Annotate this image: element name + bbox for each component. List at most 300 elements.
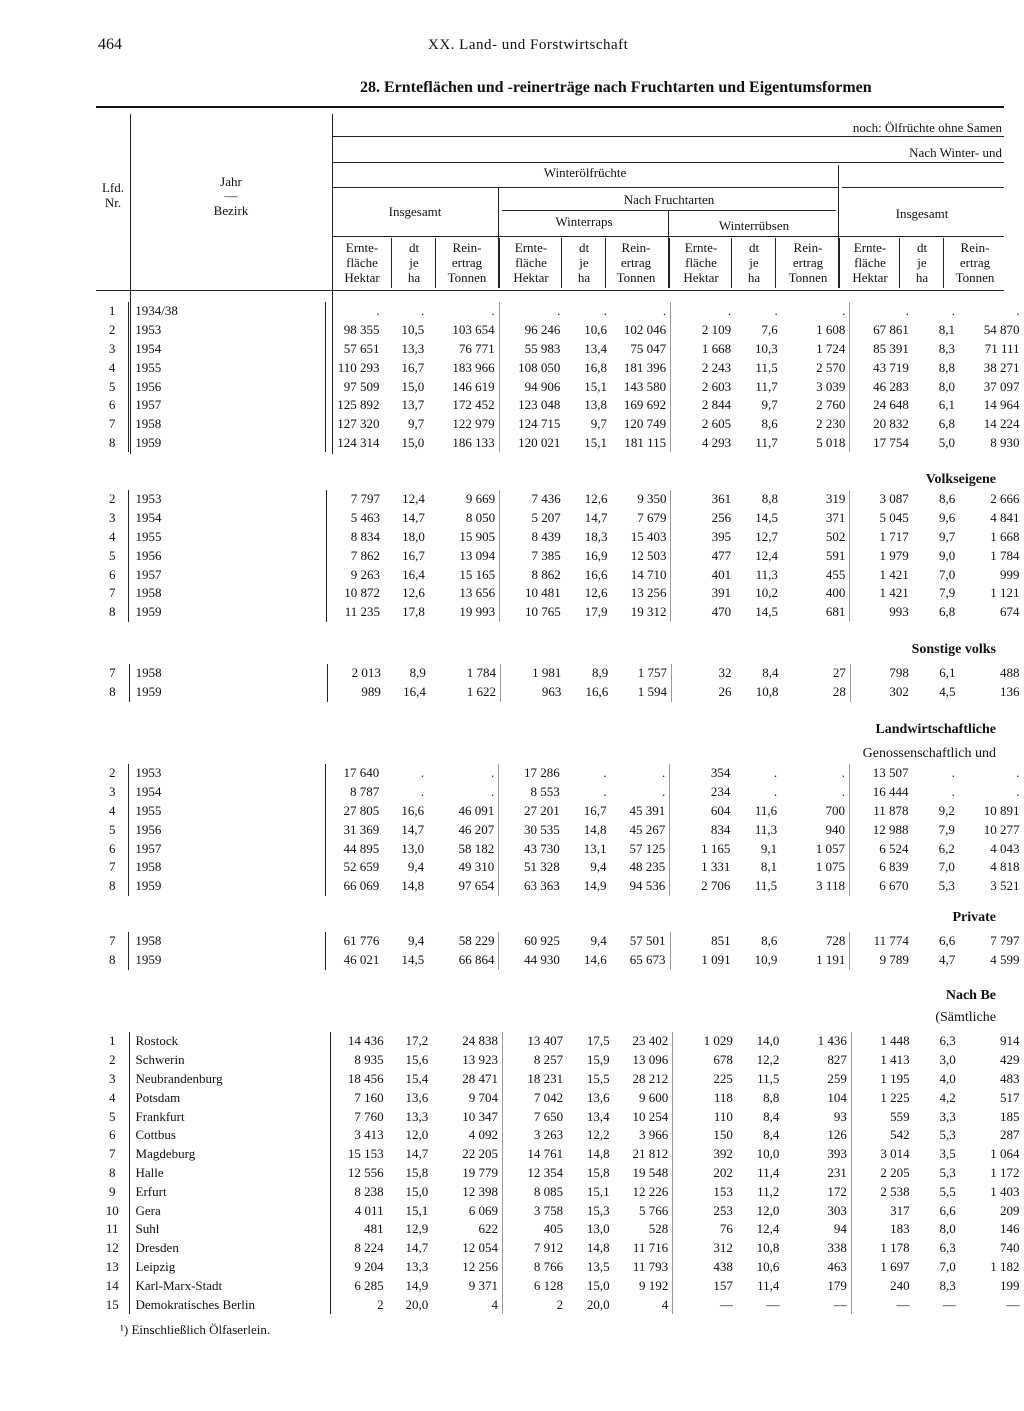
value-cell: 43 730 — [523, 840, 560, 856]
value-cell: 13,4 — [584, 340, 608, 356]
value-cell: 96 246 — [524, 322, 561, 338]
table-row — [96, 1295, 1024, 1314]
header-insgesamt-2: Insgesamt — [895, 206, 949, 221]
value-cell: 44 895 — [343, 840, 380, 856]
value-cell: 240 — [890, 1277, 910, 1293]
value-cell: 4,5 — [939, 684, 956, 700]
value-cell: 2 760 — [782, 396, 850, 415]
value-cell: 7,0 — [939, 1258, 956, 1274]
unit-header-rein — [436, 240, 498, 285]
value-cell: 125 892 — [337, 397, 380, 413]
value-cell: . — [611, 302, 671, 321]
value-cell: 13,5 — [586, 1258, 610, 1274]
value-cell: . — [603, 765, 607, 781]
value-cell: 10,6 — [584, 322, 608, 338]
value-cell: 4 — [432, 1295, 502, 1314]
header-rule — [332, 136, 1004, 137]
value-cell: 11,2 — [757, 1183, 780, 1199]
value-cell: 61 776 — [343, 933, 380, 949]
value-cell: 15,0 — [401, 434, 425, 450]
table-row — [96, 1070, 1024, 1089]
section-volkseigene: Volkseigene — [925, 472, 996, 487]
row-number: 12 — [105, 1240, 119, 1256]
value-cell: 3 014 — [880, 1146, 910, 1162]
value-cell: 6 670 — [879, 878, 909, 894]
unit-header-line: Hektar — [683, 270, 719, 285]
value-cell: 17,9 — [584, 604, 608, 620]
value-cell: 16,6 — [585, 684, 609, 700]
value-cell: 5,5 — [939, 1183, 956, 1199]
value-cell: 15,8 — [586, 1164, 610, 1180]
value-cell: 483 — [1000, 1070, 1020, 1086]
row-number: 4 — [108, 528, 116, 544]
value-cell: 11,7 — [755, 434, 778, 450]
table-row — [96, 302, 1024, 321]
unit-header-rein — [776, 240, 840, 285]
value-cell: 11,5 — [757, 1070, 780, 1086]
value-cell: 14,8 — [586, 1240, 610, 1256]
value-cell: 31 369 — [343, 821, 380, 837]
value-cell: 16,8 — [584, 359, 608, 375]
row-number: 2 — [108, 322, 116, 338]
value-cell: 13 507 — [872, 765, 909, 781]
value-cell: 10 254 — [614, 1107, 673, 1126]
value-cell: — — [1006, 1296, 1020, 1312]
value-cell: 1 225 — [880, 1089, 910, 1105]
header-winterruebsen: Winterrübsen — [718, 218, 790, 233]
row-number: 14 — [105, 1277, 119, 1293]
value-cell: 13 407 — [527, 1033, 564, 1049]
value-cell: 14,8 — [401, 878, 425, 894]
value-cell: 3,0 — [939, 1052, 956, 1068]
value-cell: . — [603, 303, 608, 319]
unit-header-dtha — [732, 240, 776, 285]
value-cell: 1 029 — [703, 1033, 733, 1049]
value-cell: 199 — [1000, 1277, 1020, 1293]
value-cell: 6 069 — [432, 1201, 502, 1220]
value-cell: 30 535 — [523, 821, 560, 837]
value-cell: 1 784 — [990, 547, 1020, 563]
value-cell: 1 191 — [781, 951, 849, 970]
value-cell: 4,0 — [939, 1070, 956, 1086]
value-cell: 463 — [783, 1258, 851, 1277]
value-cell: 14 224 — [983, 416, 1020, 432]
value-cell: 9 192 — [614, 1276, 673, 1295]
value-cell: 6,3 — [939, 1240, 956, 1256]
value-cell: 4 293 — [701, 434, 732, 450]
unit-header-line: Ernte- — [684, 240, 718, 255]
table-row — [96, 1220, 1024, 1239]
value-cell: 7,9 — [938, 585, 956, 601]
value-cell: 15,1 — [586, 1183, 610, 1199]
value-cell: 2 844 — [701, 397, 732, 413]
row-label: 1954 — [129, 783, 326, 802]
row-label: 1956 — [129, 377, 326, 396]
value-cell: 1 195 — [880, 1070, 910, 1086]
value-cell: 502 — [782, 528, 850, 547]
unit-header-line: je — [917, 255, 927, 270]
value-cell: . — [610, 783, 669, 802]
value-cell: 143 580 — [611, 377, 671, 396]
header-nr: Nr. — [104, 195, 122, 210]
value-cell: 259 — [783, 1070, 851, 1089]
value-cell: 15,0 — [586, 1277, 610, 1293]
value-cell: 28 212 — [614, 1070, 673, 1089]
value-cell: 559 — [890, 1108, 910, 1124]
value-cell: 11,6 — [754, 802, 778, 818]
value-cell: . — [557, 303, 561, 319]
table-row — [96, 340, 1024, 359]
unit-header-line: ertrag — [451, 255, 483, 270]
unit-header-rein — [944, 240, 1006, 285]
table-row — [96, 490, 1024, 509]
value-cell: 181 115 — [611, 434, 671, 453]
row-label: 1955 — [129, 528, 327, 547]
value-cell: . — [428, 302, 499, 321]
value-cell: 13,0 — [586, 1221, 610, 1237]
value-cell: 16,7 — [583, 802, 607, 818]
chapter-title: XX. Land- und Forstwirtschaft — [428, 37, 629, 53]
value-cell: 740 — [1000, 1240, 1020, 1256]
row-label: 1959 — [129, 434, 326, 453]
value-cell: . — [782, 302, 850, 321]
value-cell: 16,4 — [403, 684, 426, 700]
value-cell: — — [942, 1296, 956, 1312]
value-cell: 186 133 — [428, 434, 499, 453]
value-cell: 10 481 — [524, 585, 561, 601]
value-cell: 1 091 — [701, 952, 731, 968]
row-label: Suhl — [129, 1220, 330, 1239]
header-nach-winter: Nach Winter- und — [909, 145, 1002, 160]
unit-header-line: je — [749, 255, 759, 270]
value-cell: 6 285 — [354, 1277, 384, 1293]
value-cell: 3 087 — [879, 491, 909, 507]
unit-column-rule — [669, 238, 670, 288]
unit-header-line: ertrag — [792, 255, 824, 270]
value-cell: 1 165 — [701, 840, 731, 856]
table-row — [96, 839, 1024, 858]
value-cell: 2 666 — [990, 491, 1020, 507]
row-label: Leipzig — [129, 1258, 330, 1277]
value-cell: — — [766, 1296, 780, 1312]
row-number: 15 — [105, 1296, 119, 1312]
value-cell: 1 413 — [880, 1052, 910, 1068]
value-cell: . — [951, 784, 955, 800]
value-cell: 13,8 — [584, 397, 608, 413]
row-number: 6 — [108, 566, 116, 582]
value-cell: 13,4 — [586, 1108, 610, 1124]
unit-header-line: ha — [577, 270, 591, 285]
value-cell: 8 766 — [533, 1258, 564, 1274]
header-rule — [332, 162, 1004, 163]
row-number: 3 — [108, 510, 116, 526]
value-cell: 5,3 — [939, 1164, 956, 1180]
unit-header-line: ha — [915, 270, 929, 285]
value-cell: 9,4 — [590, 933, 607, 949]
value-cell: 678 — [713, 1052, 733, 1068]
value-cell: 7,9 — [938, 821, 955, 837]
value-cell: 18 456 — [347, 1070, 384, 1086]
value-cell: 43 719 — [873, 359, 909, 375]
row-number: 4 — [108, 802, 116, 818]
value-cell: 9,4 — [407, 859, 425, 875]
value-cell: 7 797 — [990, 933, 1020, 949]
row-label: 1959 — [129, 603, 327, 622]
value-cell: 9 704 — [432, 1088, 502, 1107]
value-cell: 12 256 — [432, 1258, 502, 1277]
unit-column-rule — [435, 238, 436, 288]
value-cell: 11,7 — [755, 378, 778, 394]
value-cell: . — [781, 783, 849, 802]
value-cell: 1 075 — [781, 858, 849, 877]
value-cell: 14 761 — [527, 1146, 564, 1162]
unit-column-rule — [731, 238, 732, 288]
value-cell: 13,7 — [401, 397, 425, 413]
value-cell: . — [1016, 303, 1020, 319]
value-cell: 209 — [1000, 1202, 1020, 1218]
row-number: 7 — [108, 416, 116, 432]
value-cell: 20,0 — [586, 1296, 610, 1312]
value-cell: — — [783, 1295, 851, 1314]
value-cell: 120 021 — [518, 434, 561, 450]
value-cell: 3 413 — [354, 1127, 384, 1143]
value-cell: 120 749 — [611, 415, 671, 434]
value-cell: 4 092 — [432, 1126, 502, 1145]
value-cell: 11,3 — [755, 566, 778, 582]
value-cell: . — [951, 765, 955, 781]
table-row — [96, 377, 1024, 396]
unit-header-line: Tonnen — [788, 270, 828, 285]
value-cell: 9,7 — [408, 416, 425, 432]
value-cell: 15,1 — [405, 1202, 429, 1218]
value-cell: 16,6 — [584, 566, 608, 582]
row-label: 1955 — [129, 358, 326, 377]
value-cell: 8 238 — [354, 1183, 384, 1199]
value-cell: 14,9 — [583, 878, 607, 894]
value-cell: 6,1 — [939, 665, 956, 681]
value-cell: 429 — [1000, 1052, 1020, 1068]
value-cell: 10 891 — [983, 802, 1020, 818]
table-row — [96, 603, 1024, 622]
value-cell: 1 757 — [612, 664, 671, 683]
value-cell: 14 964 — [983, 397, 1020, 413]
value-cell: 681 — [782, 603, 850, 622]
value-cell: . — [428, 783, 499, 802]
unit-header-line: Hektar — [852, 270, 888, 285]
value-cell: 6 839 — [879, 859, 909, 875]
value-cell: 172 — [783, 1182, 851, 1201]
value-cell: . — [421, 303, 425, 319]
value-cell: 11 235 — [344, 604, 380, 620]
value-cell: 23 402 — [614, 1032, 673, 1051]
value-cell: 8 787 — [349, 784, 380, 800]
value-cell: 8,1 — [938, 322, 956, 338]
table-title: 28. Ernteflächen und -reinerträge nach Fruchtarten und Eigentumsformen — [360, 79, 872, 96]
value-cell: 18 231 — [527, 1070, 564, 1086]
section-genossenschaftlich: Genossenschaftlich und — [862, 746, 996, 761]
value-cell: 6,8 — [938, 604, 956, 620]
value-cell: 15,1 — [584, 434, 608, 450]
value-cell: 488 — [1000, 665, 1020, 681]
value-cell: 8,6 — [761, 416, 778, 432]
value-cell: 11,4 — [757, 1164, 780, 1180]
row-number: 8 — [108, 952, 116, 968]
footnote: ¹) Einschließlich Ölfaserlein. — [120, 1322, 271, 1337]
row-number: 1 — [109, 1033, 116, 1049]
unit-header-dtha — [562, 240, 606, 285]
value-cell: . — [773, 784, 778, 800]
value-cell: 8 085 — [533, 1183, 564, 1199]
unit-header-line: dt — [916, 240, 928, 255]
value-cell: 10 347 — [432, 1107, 502, 1126]
value-cell: 60 925 — [524, 933, 560, 949]
value-cell: 9 263 — [350, 566, 380, 582]
value-cell: 15 403 — [612, 528, 671, 547]
value-cell: . — [420, 784, 425, 800]
row-label: 1955 — [129, 802, 326, 821]
value-cell: 256 — [711, 510, 732, 526]
value-cell: 10,6 — [756, 1258, 780, 1274]
row-number: 2 — [109, 1052, 116, 1068]
value-cell: 94 — [783, 1220, 851, 1239]
row-label: 1954 — [129, 340, 326, 359]
value-cell: . — [428, 764, 499, 783]
unit-header-line: Hektar — [513, 270, 549, 285]
value-cell: 10,8 — [755, 684, 779, 700]
value-cell: 9 371 — [432, 1276, 502, 1295]
table-sonstige — [96, 664, 1024, 702]
table-row — [96, 951, 1024, 970]
table-row — [96, 1032, 1024, 1051]
value-cell: 14,7 — [401, 821, 425, 837]
row-number: 8 — [108, 604, 116, 620]
table-row — [96, 528, 1024, 547]
value-cell: 9 669 — [429, 490, 500, 509]
value-cell: 728 — [781, 932, 849, 951]
unit-column-rule — [499, 238, 500, 288]
row-label: 1959 — [129, 877, 326, 896]
value-cell: 6,2 — [938, 840, 955, 856]
value-cell: 15,1 — [584, 378, 608, 394]
value-cell: 8,4 — [762, 665, 779, 681]
value-cell: 15,9 — [586, 1052, 610, 1068]
value-cell: 22 205 — [432, 1145, 502, 1164]
value-cell: 12,6 — [584, 585, 608, 601]
value-cell: 126 — [783, 1126, 851, 1145]
value-cell: 7 160 — [354, 1089, 384, 1105]
row-label: 1953 — [129, 490, 327, 509]
value-cell: 1 784 — [430, 664, 501, 683]
value-cell: 9,7 — [938, 528, 956, 544]
table-private — [96, 932, 1024, 970]
value-cell: 6 128 — [533, 1277, 564, 1293]
value-cell: 2 — [556, 1296, 564, 1312]
table-row — [96, 858, 1024, 877]
section-landwirtschaftliche: Landwirtschaftliche — [875, 722, 996, 737]
unit-column-rule — [899, 238, 900, 288]
value-cell: 6,8 — [938, 416, 956, 432]
value-cell: 8 257 — [533, 1052, 564, 1068]
value-cell: 76 771 — [428, 340, 499, 359]
row-number: 7 — [108, 933, 116, 949]
value-cell: 963 — [541, 684, 562, 700]
value-cell: 287 — [1000, 1127, 1020, 1143]
value-cell: 4 841 — [990, 510, 1020, 526]
row-number: 13 — [105, 1258, 119, 1274]
row-label: 1957 — [129, 839, 326, 858]
value-cell: 9 789 — [879, 952, 909, 968]
value-cell: 303 — [783, 1201, 851, 1220]
value-cell: 44 930 — [524, 952, 560, 968]
value-cell: 15,4 — [405, 1070, 429, 1086]
value-cell: 12,0 — [756, 1202, 780, 1218]
value-cell: 8,8 — [763, 1089, 780, 1105]
value-cell: 104 — [783, 1088, 851, 1107]
value-cell: 12,9 — [405, 1221, 429, 1237]
value-cell: 19 548 — [614, 1164, 673, 1183]
value-cell: 405 — [543, 1221, 564, 1237]
value-cell: 14,6 — [583, 952, 607, 968]
value-cell: 8,9 — [409, 665, 426, 681]
value-cell: 10,8 — [756, 1240, 780, 1256]
row-number: 5 — [109, 1108, 116, 1124]
row-number: 2 — [108, 765, 116, 781]
value-cell: 110 — [713, 1108, 733, 1124]
row-label: Erfurt — [129, 1182, 330, 1201]
value-cell: 361 — [711, 491, 732, 507]
unit-header-line: Tonnen — [955, 270, 995, 285]
value-cell: 3,5 — [939, 1146, 956, 1162]
table-row — [96, 546, 1024, 565]
row-label: Frankfurt — [129, 1107, 330, 1126]
value-cell: 15 905 — [429, 528, 500, 547]
unit-header-flaeche — [840, 240, 900, 285]
value-cell: 27 805 — [343, 802, 380, 818]
value-cell: 13 096 — [614, 1051, 673, 1070]
value-cell: 13 094 — [429, 546, 500, 565]
value-cell: 12,2 — [586, 1127, 610, 1143]
row-number: 5 — [108, 378, 116, 394]
value-cell: 14,8 — [583, 821, 607, 837]
value-cell: 3 263 — [533, 1127, 564, 1143]
value-cell: 181 396 — [611, 358, 671, 377]
row-number: 6 — [108, 840, 116, 856]
unit-header-line: fläche — [346, 255, 378, 270]
value-cell: 20,0 — [405, 1296, 429, 1312]
value-cell: 798 — [889, 665, 909, 681]
value-cell: 8,0 — [939, 1221, 956, 1237]
value-cell: 57 125 — [610, 839, 669, 858]
value-cell: 391 — [711, 585, 732, 601]
value-cell: 395 — [711, 528, 732, 544]
value-cell: 8,4 — [763, 1127, 780, 1143]
value-cell: 110 293 — [337, 359, 380, 375]
row-label: 1957 — [129, 565, 327, 584]
value-cell: 9,2 — [938, 802, 955, 818]
value-cell: 2 — [377, 1296, 384, 1312]
value-cell: 14,5 — [755, 604, 778, 620]
value-cell: 76 — [719, 1221, 733, 1237]
value-cell: 12,6 — [402, 585, 425, 601]
value-cell: 2 013 — [351, 665, 381, 681]
row-label: Potsdam — [129, 1088, 330, 1107]
value-cell: 1 057 — [781, 839, 849, 858]
value-cell: 10 872 — [344, 585, 380, 601]
row-number: 6 — [109, 1127, 116, 1143]
value-cell: 7 862 — [350, 547, 380, 563]
unit-header-line: Rein- — [621, 240, 651, 255]
value-cell: 15,8 — [405, 1164, 429, 1180]
